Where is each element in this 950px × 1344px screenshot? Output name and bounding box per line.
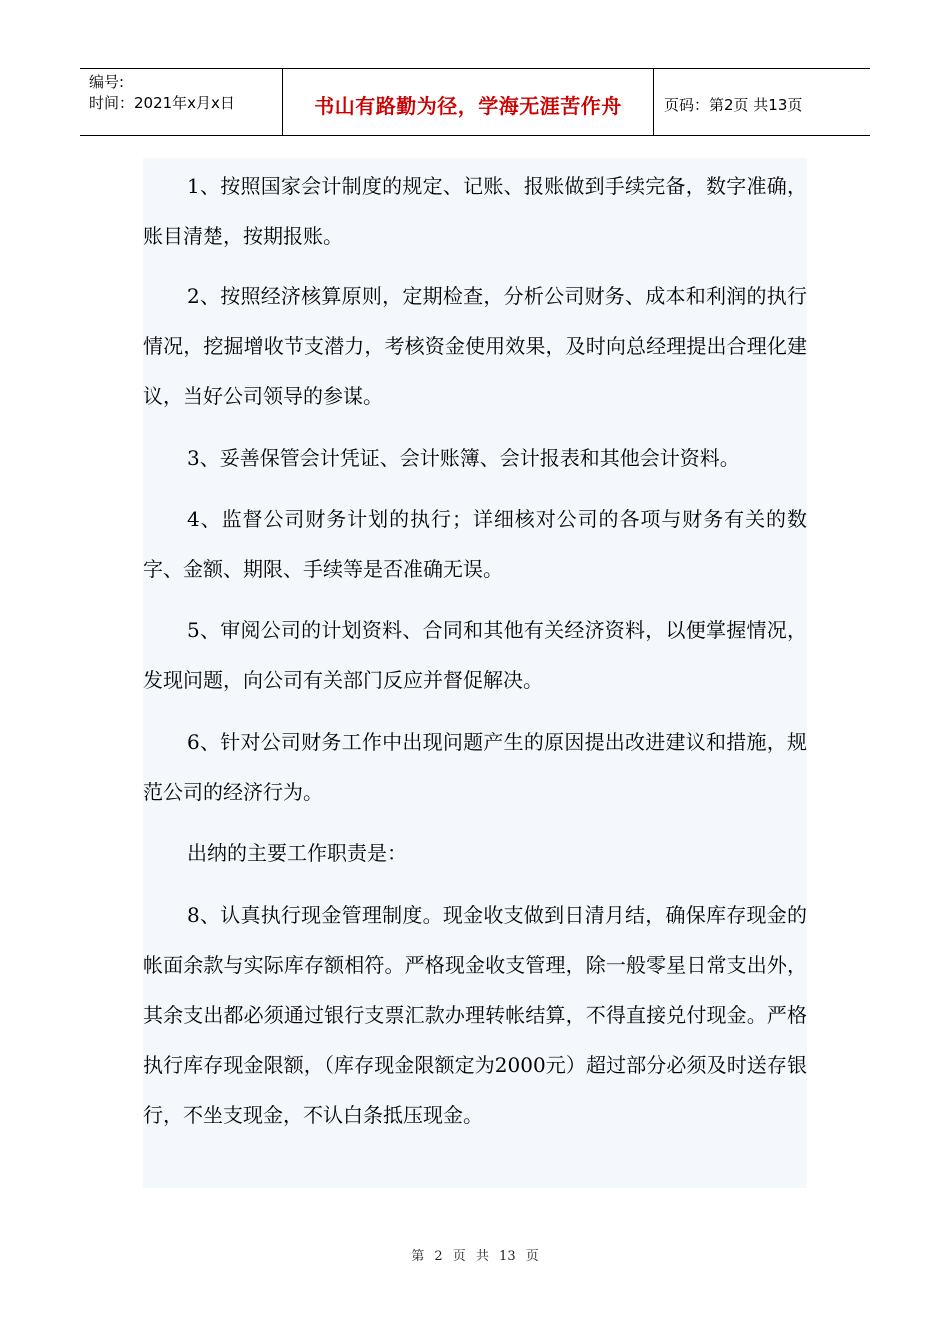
document-number-label: 编号: bbox=[89, 73, 125, 91]
page-footer: 第 2 页 共 13 页 bbox=[411, 1249, 539, 1264]
header-motto: 书山有路勤为径，学海无涯苦作舟 bbox=[282, 69, 654, 135]
paragraph-8: 8、认真执行现金管理制度。现金收支做到日清月结，确保库存现金的帐面余款与实际库存额相符。严格现金收支管理，除一般零星日常支出外，其余支出都必须通过银行支票汇款办理转帐结算，不得直接兑付现金。严格执行库存现金限额，（库存现金限额定为2000元）超过部分必须及时送存银行，不坐支现金，不认白条抵压现金。 bbox=[143, 903, 807, 1127]
header-meta bbox=[80, 69, 282, 135]
header-page-code: 页码：第2页 共13页 bbox=[664, 95, 803, 114]
document-body bbox=[143, 158, 807, 1188]
section-heading-cashier: 出纳的主要工作职责是： bbox=[187, 841, 407, 865]
paragraph-2: 2、按照经济核算原则，定期检查，分析公司财务、成本和利润的执行情况，挖掘增收节支潜力，考核资金使用效果，及时向总经理提出合理化建议，当好公司领导的参谋。 bbox=[143, 284, 807, 408]
paragraph-6: 6、针对公司财务工作中出现问题产生的原因提出改进建议和措施，规范公司的经济行为。 bbox=[143, 730, 807, 804]
paragraph-4: 4、监督公司财务计划的执行；详细核对公司的各项与财务有关的数字、金额、期限、手续等是否准确无误。 bbox=[143, 507, 807, 581]
paragraph-5: 5、审阅公司的计划资料、合同和其他有关经济资料，以便掌握情况，发现问题，向公司有关部门反应并督促解决。 bbox=[143, 618, 807, 692]
page-header bbox=[80, 68, 870, 136]
paragraph-1: 1、按照国家会计制度的规定、记账、报账做到手续完备，数字准确，账目清楚，按期报账。 bbox=[143, 174, 807, 248]
paragraph-3: 3、妥善保管会计凭证、会计账簿、会计报表和其他会计资料。 bbox=[187, 446, 740, 470]
document-time-label: 时间：2021年x月x日 bbox=[89, 94, 235, 112]
